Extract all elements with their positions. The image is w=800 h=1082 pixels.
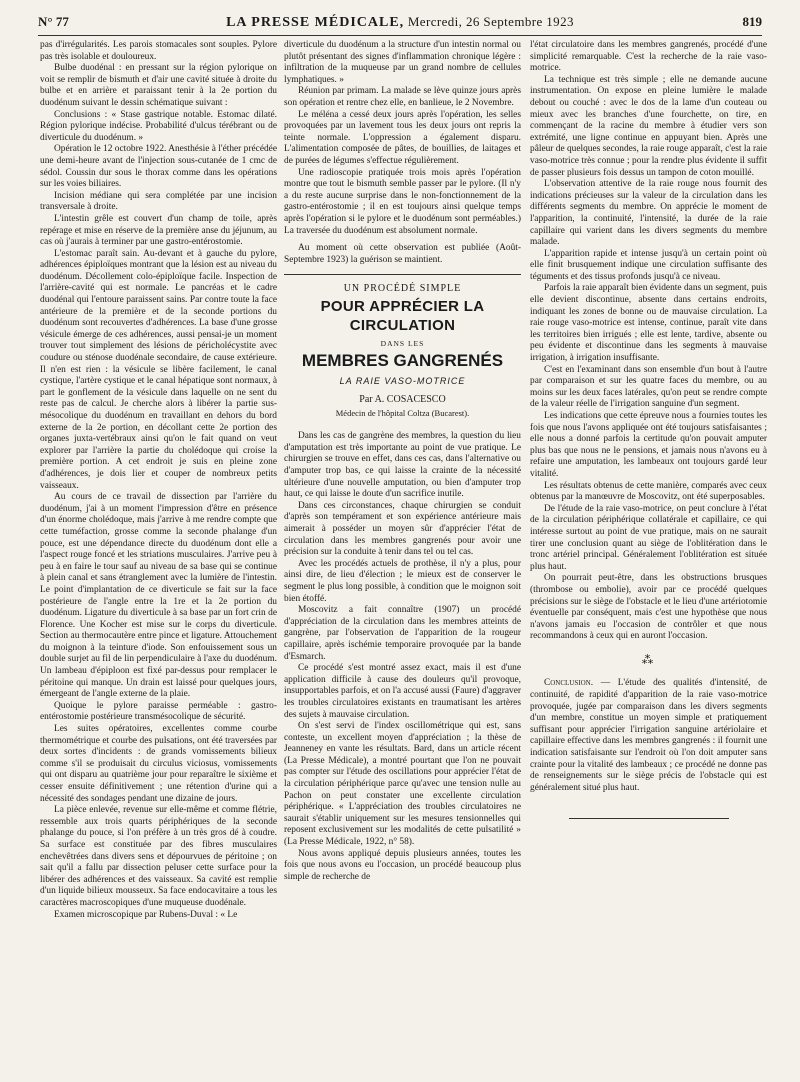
paragraph: Quoique le pylore paraisse perméable : gastro-entérostomie postérieure transmésocolique de sécurité.: [40, 700, 277, 723]
paragraph: Examen microscopique par Rubens-Duval : « Le: [54, 909, 238, 920]
article-title-line-1: POUR APPRÉCIER LA CIRCULATION: [320, 297, 485, 334]
paragraph: L'apparition rapide et intense jusqu'à un certain point où elle finit brusquement indique une circulation suffisante des téguments et des tissus profonds jusqu'à ce niveau.: [530, 248, 767, 282]
section-asterism: ⁂: [641, 652, 656, 667]
column-3: [530, 40, 767, 1050]
paragraph: Au cours de ce travail de dissection par l'arrière du duodénum, j'ai à un moment l'impression d'être en présence d'un énorme cholédoque, mais j'arrive à me rendre compte que cette tuméfaction, grosse comme la seconde phalange d'un pouce, est une dépendance directe du duodénum dont elle a l'aspect rouge foncé et les striations musculaires. J'arrive peu à peu à en faire le tour sauf au niveau de sa base qui se continue à plein canal et sans étranglement avec la lumière de l'intestin. Le point d'implantation de ce diverticule se fait sur la face postérieure de l'angle entre la 1re et la 2e portion du duodénum. Ligature du diverticule à sa base par un fort crin de Florence. Une Kocher est mise sur le corps du diverticule. Section au thermocautère entre pince et ligature. Attouchement du moignon à la teinture d'iode. Son enfouissement sous un double surjet au fil de lin perpendiculaire à l'axe du duodénum. Un lambeau d'épiploon est fixé par-dessus pour remplacer le péritoine qui manque. Un drain est laissé pour quelques jours, émergeant de l'angle externe de la plaie.: [40, 492, 277, 700]
paragraph: Bulbe duodénal : en pressant sur la région pylorique on voit se remplir de bismuth et d'air une cavité située à droite du bulbe et en arrière et paraissant tenir à la 2e portion du duodénum suivant le dessin schématique suivant :: [40, 63, 277, 108]
paragraph: Avec les procédés actuels de prothèse, il n'y a plus, pour ainsi dire, de lieu d'élection ; le mieux est de conserver le segment le plus long possible, à condition que le moignon soit bien étoffé.: [284, 558, 521, 604]
paragraph: Les suites opératoires, excellentes comme courbe thermométrique et courbe des pulsations, ont été traversées par deux sortes d'incidents : de grands vomissements bilieux comme s'il se produisait du circulus viciosus, vomissements qui ont disparu au quatrième jour pour reparaître le sixième et cesser ensuite définitivement ; une rétention d'urine qui a nécessité des sondages pendant une dizaine de jours.: [40, 724, 277, 804]
paragraph: Conclusions : « Stase gastrique notable. Estomac dilaté. Région pylorique indécise. Probabilité d'ulcus térébrant ou de diverticule du duodénum. »: [40, 109, 277, 143]
author-affiliation: Médecin de l'hôpital Coltza (Bucarest).: [335, 407, 470, 418]
paragraph: Opération le 12 octobre 1922. Anesthésie à l'éther précédée une demi-heure avant de l'injection sous-cutanée de 1 cmc de sédol. Coussin dur sous le thorax comme dans les opérations sur les voies biliaires.: [40, 144, 277, 190]
paragraph: Le méléna a cessé deux jours après l'opération, les selles provoquées par un lavement tous les deux jours ont repris la teinte normale. L'oppression a également disparu. L'alimentation composée de pâtes, de bouillies, de laitages et de purées de légumes s'effectue régulièrement.: [284, 109, 521, 166]
paragraph: pas d'irrégularités. Les parois stomacales sont souples. Pylore pas très isolable et douloureux.: [40, 40, 277, 62]
issue-number: N° 77: [38, 14, 69, 29]
journal-masthead: [38, 14, 762, 31]
paragraph: Réunion par primam. La malade se lève quinze jours après son opération et rentre chez elle, en banlieue, le 2 Novembre.: [284, 86, 521, 108]
conclusion-label: Conclusion.: [544, 678, 594, 689]
column-1: [40, 40, 277, 1050]
page-header: [38, 14, 762, 36]
article-subtitle: LA RAIE VASO-MOTRICE: [339, 376, 466, 387]
paragraph: La technique est très simple ; elle ne demande aucune instrumentation. On expose en pleine lumière le malade debout ou couché : avec le dos de la lame d'un couteau ou mieux avec les branches d'une fourchette, on tire, en commençant de la racine du membre à étudier vers son extrémité, une ligne continue en appuyant bien. Après une pâleur de quelques secondes, la raie rouge apparaît, c'est la raie vaso-motrice très connue ; pour la rendre plus évidente il suffit de passer plusieurs fois dessus un tampon de coton mouillé.: [530, 74, 767, 178]
paragraph: Dans ces circonstances, chaque chirurgien se conduit d'après son tempérament et son expérience antérieure mais aimerait à posséder un moyen sûr d'apprécier l'état de circulation dans les membres gangrenés pour avoir une précision sur la conduite à tenir dans tel ou tel cas.: [284, 500, 521, 558]
page-number: 819: [742, 14, 762, 29]
article-kicker: UN PROCÉDÉ SIMPLE: [343, 283, 462, 295]
paragraph: C'est en l'examinant dans son ensemble d'un bout à l'autre par comparaison et sur les quatre faces du membre, ou au moins sur les deux faces latérales, qu'on peut se rendre compte de la valeur réelle de l'irrigation sanguine d'un segment.: [530, 364, 767, 410]
issue-date: Mercredi, 26 Septembre 1923: [407, 14, 574, 29]
header-rule: [38, 35, 762, 36]
conclusion-paragraph: [530, 678, 767, 794]
journal-title: LA PRESSE MÉDICALE,: [226, 15, 405, 30]
paragraph: L'intestin grêle est couvert d'un champ de toile, après repérage et mise en réserve de la première anse du jéjunum, au cas où j'aurais à terminer par une gastro-entérostomie.: [40, 213, 277, 248]
paragraph: Les résultats obtenus de cette manière, comparés avec ceux obtenus par la manœuvre de Moscovitz, ont été superposables.: [530, 480, 767, 503]
end-rule: [569, 818, 729, 819]
paragraph: La pièce enlevée, revenue sur elle-même et comme flétrie, ressemble aux trois quarts périphériques de la seconde phalange du pouce, si l'on préfère à un très gros dé à coudre. Sa surface est constituée par des fibres musculaires enchevêtrées dans divers sens et dépourvues de péritoine ; on sait qu'il a fallu par dissection peluser cette surface pour la libérer des adhérences et des vaisseaux. Sa cavité est remplie d'un liquide bilieux mousseux. Sa face endocavitaire a tous les caractères macroscopiques d'une muqueuse duodénale.: [40, 805, 277, 908]
paragraph: Au moment où cette observation est publiée (Août-Septembre 1923) la guérison se maintient.: [284, 243, 521, 265]
column-2: [284, 40, 521, 1050]
article-title-line-2: MEMBRES GANGRENÉS: [301, 351, 504, 371]
article-heading: [284, 283, 521, 419]
paragraph: Les indications que cette épreuve nous a fournies toutes les fois que nous l'avons appliquée ont été toujours satisfaisantes ; elle nous a donné parfois la certitude qu'on pouvait amputer plus bas que nous ne le pensions, et jamais nous n'avons eu à refaire une amputation, les lambeaux ont toujours gardé leur vitalité.: [530, 411, 767, 479]
conclusion-text: — L'étude des qualités d'intensité, de continuité, de rapidité d'apparition de la raie vaso-motrice provoquée, jugée par comparaison dans les divers segments d'un membre, constitue un moyen simple et pratiquement suffisant pour apprécier l'irrigation sanguine artériolaire et capillaire effective dans les membres gangrenés : il fournit une indication satisfaisante sur l'endroit où l'on doit amputer sans crainte pour la vitalité des lambeaux ; ce procédé ne donne pas de renseignements sur le siège précis de l'obstacle qui est généralement situé plus haut.: [530, 678, 767, 793]
paragraph: diverticule du duodénum a la structure d'un intestin normal ou plutôt présentant des signes d'inflammation chronique légère : infiltration de la muqueuse par un grand nombre de cellules lymphatiques. »: [284, 40, 521, 85]
paragraph: De l'étude de la raie vaso-motrice, on peut conclure à l'état de la circulation périphérique collatérale et capillaire, ce qui intéresse surtout au point de vue pratique, mais on ne saurait tirer une conclusion quant au siège de l'oblitération dans le tronc artériel principal. Généralement l'oblitération est située plus haut.: [530, 503, 767, 572]
article-author: Par A. COSACESCO: [359, 394, 446, 406]
paragraph: l'état circulatoire dans les membres gangrenés, procédé d'une simplicité remarquable. C'est la recherche de la raie vaso-motrice.: [530, 40, 767, 74]
paragraph: Incision médiane qui sera complétée par une incision transversale à droite.: [40, 190, 277, 213]
article-title-connector: DANS LES: [380, 338, 425, 348]
paragraph: On s'est servi de l'index oscillométrique qui est, sans conteste, un excellent moyen d'appréciation ; la thèse de Jeanneney en vante les résultats. Bard, dans un article récent (La Presse Médicale), a montré pourtant que l'on ne pouvait pas compter sur l'étude des oscillations pour apprécier l'état de la circulation périphérique parce qu'avec une tension nulle au Pachon on peut constater une excellente circulation périphérique. « L'appréciation des troubles circulatoires ne saurait s'établir uniquement sur les mesures tensionnelles qui reposent exclusivement sur les modalités de cette pulsatilité » (La Presse Médicale, 1922, n° 58).: [284, 721, 521, 848]
paragraph: On pourrait peut-être, dans les obstructions brusques (thrombose ou embolie), avoir par ce procédé quelques précisions sur le siège de l'obstacle et le lieu d'une artériotomie éventuelle par conséquent, mais c'est une hypothèse que nous n'avons jamais eu l'occasion de contrôler et que nous recommandons à ceux qui en auront l'occasion.: [530, 573, 767, 642]
paragraph: Parfois la raie apparaît bien évidente dans un segment, puis elle devient discontinue, absente dans certains endroits, indiquant les zones de bonne ou de mauvaise circulation. La raie rouge vaso-motrice est intense, continue, paraît vite dans les territoires bien irrigués ; elle est lente, tardive, absente ou peu évidente et discontinue dans les segments à mauvaise irrigation, à irrigation insuffisante.: [530, 283, 767, 364]
paragraph: Une radioscopie pratiquée trois mois après l'opération montre que tout le bismuth semble passer par le pylore. (Il n'y a du reste aucune surprise dans le non-fonctionnement de la gastro-entérostomie ; il en est toujours ainsi quelque temps après l'opération si le pylore et le duodénum sont perméables.) La traversée du duodénum est absolument normale.: [284, 167, 521, 236]
section-divider: [284, 274, 521, 275]
paragraph: Moscovitz a fait connaître (1907) un procédé d'appréciation de la circulation dans les membres atteints de gangrène, par l'observation de l'apparition de la rougeur capillaire, après ischémie temporaire provoquée par la bande d'Esmarch.: [284, 605, 521, 662]
paragraph: L'estomac paraît sain. Au-devant et à gauche du pylore, adhérences épiploïques montrant que la lésion est au niveau du duodénum. Décollement colo-épiploïque facile. Inspection de l'arrière-cavité qui est normale. Le pancréas et le cadre duodénal qui l'entoure paraissent sains. Par contre toute la face antérieure de la première et de la seconde portions du duodénum sont recouvertes d'adhérences. La base d'une grosse vésicule émerge de ces adhérences, aussi pensai-je un moment trouver tout simplement des lésions de péricholécystite avec coudure ou sténose duodénale secondaire, de cause extérieure. Il n'en est rien : la vésicule se libère facilement, le canal cystique, l'artère cystique et le canal hépatique sont normaux, à part le gonflement de la vésicule dans laquelle on ne sent du reste pas de calcul. Je cherche alors à libérer la partie sus-mésocolique du duodénum en travaillant en dehors du bord externe de la 2e portion, en décollant cette 2e portion des organes juxta-vertébraux ainsi qu'on le fait quand on veut explorer par l'arrière la partie du cholédoque qui croise la première portion. A cet endroit je suis en pleine zone d'adhérences, je dois lier et couper de nombreux petits vaisseaux.: [40, 248, 277, 491]
paragraph: L'observation attentive de la raie rouge nous fournit des indications précieuses sur la valeur de la circulation dans les différents segments du membre. On apprécie le moment de l'apparition, la continuité, l'intensité, la durée de la raie capillaire qui varient dans les divers segments du membre malade.: [530, 179, 767, 248]
paragraph: Nous avons appliqué depuis plusieurs années, toutes les fois que nous avons eu l'occasion, un procédé beaucoup plus simple de recherche de: [284, 848, 521, 882]
paragraph: Dans les cas de gangrène des membres, la question du lieu d'amputation est très importante au point de vue pratique. Le chirurgien se trouve en effet, dans ces cas, dans l'alternative ou d'amputer trop bas, ce qui laisse la crainte de la nécessité ultérieure d'une nouvelle amputation, ou bien d'amputer trop haut, ce qui laisse le doute d'un sacrifice inutile.: [284, 431, 521, 500]
paragraph: Ce procédé s'est montré assez exact, mais il est d'une application difficile à cause des douleurs qu'il provoque, insupportables parfois, et on l'a accusé aussi (Faure) d'aggraver les troubles circulatoires existants en traumatisant les artères des sujets à mauvaise circulation.: [284, 663, 521, 720]
